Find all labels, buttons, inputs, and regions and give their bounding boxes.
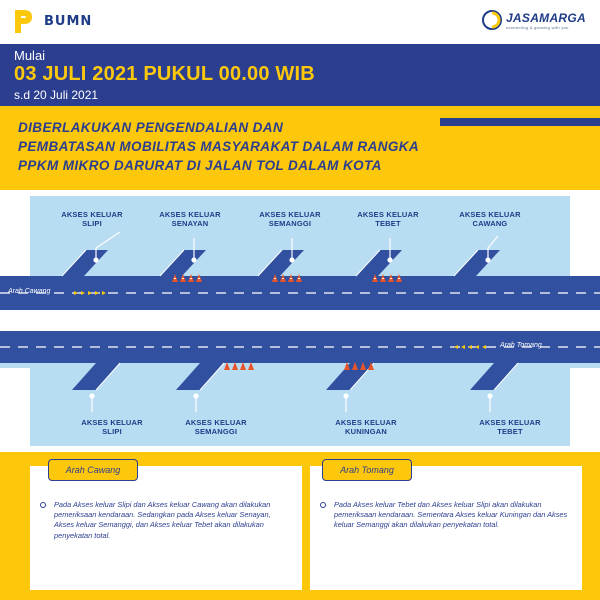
exit-label-top: AKSES KELUAR SLIPI <box>61 210 123 228</box>
logo-right <box>482 10 586 30</box>
announcement-text <box>18 118 430 180</box>
announcement-line: PPKM MIKRO DARURAT DI JALAN TOL DALAM KOTA <box>18 158 382 173</box>
exit-label-bottom: AKSES KELUAR TEBET <box>479 418 541 436</box>
info-title-cawang: Arah Cawang <box>48 459 138 481</box>
exit-label-bottom: AKSES KELUAR SEMANGGI <box>185 418 247 436</box>
logo-left <box>12 6 92 36</box>
date-panel <box>0 44 600 106</box>
exit-label-bottom: AKSES KELUAR SLIPI <box>81 418 143 436</box>
bullet-icon <box>40 502 46 508</box>
exit-label-top: AKSES KELUAR SENAYAN <box>159 210 221 228</box>
header <box>0 0 600 44</box>
road-map-graphic <box>0 190 600 452</box>
jasamarga-tagline: connecting & growing with you <box>505 24 569 30</box>
jasamarga-name: JASAMARGA <box>505 10 586 25</box>
info-text-cawang: Pada Akses keluar Slipi dan Akses keluar Cawang akan dilakukan pemeriksaan kendaraan. Sedangkan pada Akses keluar Senayan, Akses keluar Semanggi, dan Akses keluar Tebet akan dilakukan penyekatan total. <box>54 500 271 540</box>
road-diagram <box>0 190 600 452</box>
info-card-tomang <box>310 466 582 590</box>
announcement-banner <box>0 106 600 190</box>
info-title-tomang: Arah Tomang <box>322 459 412 481</box>
info-card-cawang <box>30 466 302 590</box>
direction-label-top: Arah Cawang <box>8 288 51 295</box>
announcement-line: DIBERLAKUKAN PENGENDALIAN DAN <box>18 120 284 135</box>
exit-label-bottom: AKSES KELUAR KUNINGAN <box>335 418 397 436</box>
bullet-icon <box>320 502 326 508</box>
info-text-tomang: Pada Akses keluar Tebet dan Akses keluar Slipi akan dilakukan pemeriksaan kendaraan. Sementara Akses keluar Kuningan dan Akses keluar Semanggi akan dilakukan penyekatan total. <box>334 500 568 530</box>
exit-label-top: AKSES KELUAR CAWANG <box>459 210 521 228</box>
bumn-logo: BUMN <box>44 13 93 29</box>
announcement-accent-bar <box>440 118 600 126</box>
date-start-label: Mulai <box>14 48 46 63</box>
date-end-label: s.d 20 Juli 2021 <box>14 88 99 102</box>
exit-label-top: AKSES KELUAR TEBET <box>357 210 419 228</box>
jasamarga-logo-icon <box>482 10 502 30</box>
date-start-value: 03 JULI 2021 PUKUL 00.00 WIB <box>14 63 315 85</box>
jasamarga-logo-text <box>506 11 586 30</box>
direction-label-bottom: Arah Tomang <box>500 342 542 349</box>
announcement-line: PEMBATASAN MOBILITAS MASYARAKAT DALAM RANGKA <box>18 139 420 154</box>
exit-label-top: AKSES KELUAR SEMANGGI <box>259 210 321 228</box>
pu-logo-icon <box>12 6 38 36</box>
info-section <box>0 452 600 600</box>
